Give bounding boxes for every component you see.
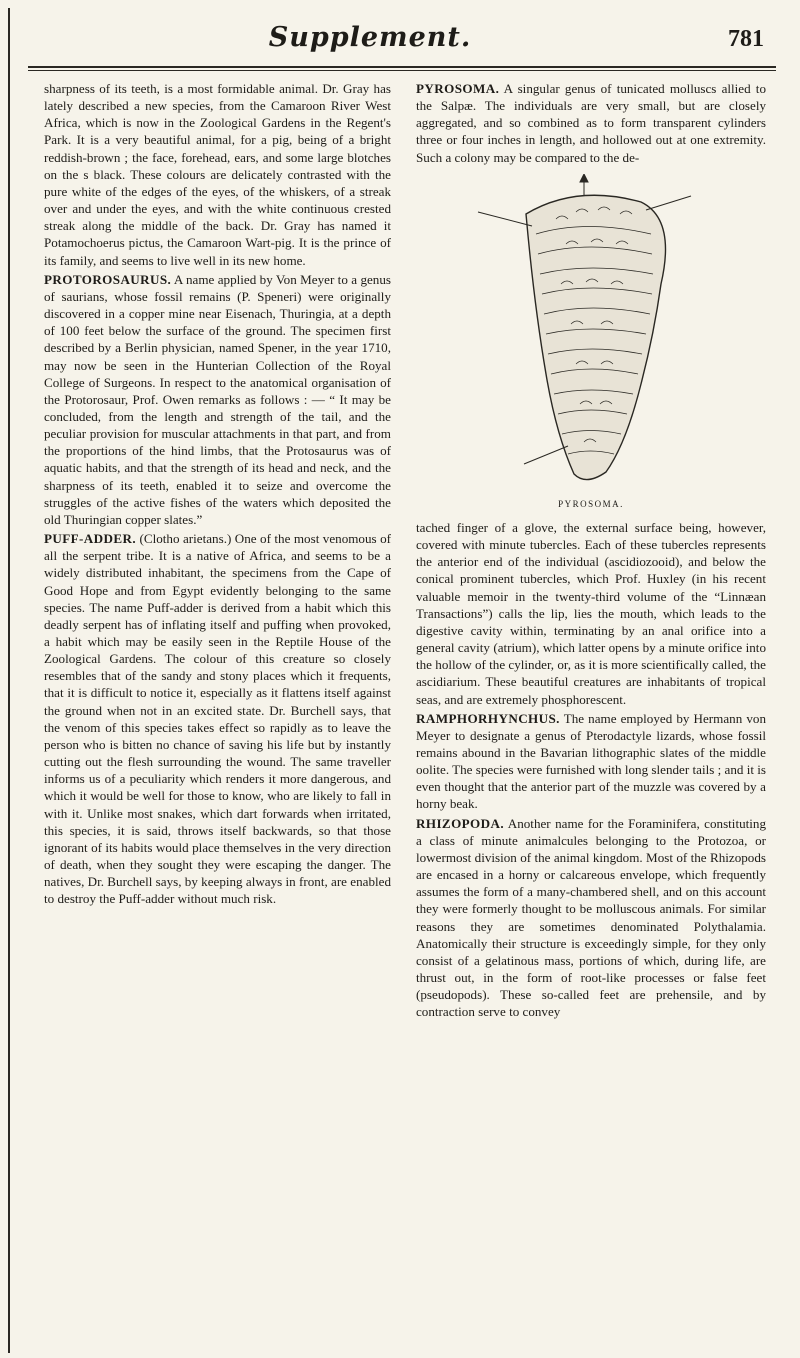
margin-rule (8, 8, 10, 1353)
entry-wart-pig (44, 80, 391, 269)
entry-text: The name employed by Hermann von Meyer to designate a genus of Pterodactyle lizards, whose fossil remains abound in the Bavarian lithographic slates of the middle oolite. The species were furnished with long slender tails ; and it is even thought that the anterior part of the muzzle was covered by a horny beak. (416, 710, 766, 812)
entry-puff-adder (44, 530, 391, 907)
entry-ramphorhynchus (416, 710, 766, 813)
header-rule (28, 66, 776, 68)
header-rule-thin (28, 70, 776, 71)
figure-pointer-left (478, 212, 532, 226)
figure-caption: PYROSOMA. (558, 498, 624, 509)
headword: RAMPHORHYNCHUS. (416, 710, 560, 726)
headword: RHIZOPODA. (416, 815, 505, 831)
figure-pointer-right (646, 196, 691, 210)
right-column (416, 80, 766, 1020)
entry-pyrosoma (416, 80, 766, 166)
entry-protorosaurus (44, 271, 391, 528)
entry-rhizopoda (416, 815, 766, 1021)
entry-text: tached finger of a glove, the external surface being, however, covered with minute tubercles. Each of these tubercles represents the anterior end of the individual (ascidiozooid), and below the conical prominent tubercles, which Prof. Huxley (in his recent valuable memoir in the twenty-third volume of the “Linnæan Transactions”) calls the lip, lies the mouth, which leads to the digestive cavity within, terminating by an anal orifice into a general cavity (atrium), which latter opens by a minute orifice into the hollow of the cylinder, or, as it is more scientifically called, the ascidiarium. These beautiful creatures are inhabitants of tropical seas, and are extremely phosphorescent. (416, 519, 766, 707)
headword: PYROSOMA. (416, 81, 500, 96)
figure-pointer-bottom (524, 446, 568, 464)
headword: PUFF-ADDER. (44, 531, 137, 547)
entry-pyrosoma-continued (416, 519, 766, 708)
running-header (30, 18, 790, 58)
page-number: 781 (728, 26, 764, 52)
running-title: Supplement. (268, 22, 472, 53)
entry-text: (Clotho arietans.) One of the most venomous of all the serpent tribe. It is a native of Africa, and seems to be a widely distributed inhabitant, the specimens from the Cape of Good Hope and from Egypt evidently belonging to the same species. The name Puff-adder is derived from a habit which this deadly serpent has of inflating itself and puffing when provoked, a habit which may be easily seen in the Reptile House of the Zoological Gardens. The colour of this creature so closely resembles that of the sandy and stony places which it frequents, that it is difficult to notice it, especially as it flattens itself against the ground when not in an excited state. Dr. Burchell says, that the venom of this species takes effect so rapidly as to leave the person who is bitten no chance of saving his life but by instantly cutting out the flesh surrounding the wound. The same traveller informs us of a peculiarity which renders it more dangerous, and which it would be well for those to know, who are likely to fall in with it. Unlike most snakes, which dart forwards when irritated, this species, it is said, throws itself backwards, so that those ignorant of its habits would place themselves in the very direction of death, when they sought they were escaping the danger. The natives, Dr. Burchell says, by keeping always in front, are enabled to destroy the Puff-adder without much risk. (44, 531, 391, 907)
pyrosoma-illustration (476, 174, 706, 492)
figure-pointer-arrow (580, 174, 588, 182)
entry-text: sharpness of its teeth, is a most formidable animal. Dr. Gray has lately described a new species, from the Camaroon River West Africa, which is now in the Zoological Gardens in the Regent's Park. It is a very beautiful animal, for a pig, being of a bright reddish-brown ; the face, forehead, ears, and some large blotches on the s black. These colours are delicately contrasted with the pure white of the edges of the eyes, of the whiskers, of a streak over and under the eyes, and with the white continuous crested streak along the middle of the back. Dr. Gray has named it Potamochoerus pictus, the Camaroon Wart-pig. It is the prince of its family, and seems to live well in its new home. (44, 81, 391, 268)
entry-text: A name applied by Von Meyer to a genus of saurians, whose fossil remains (P. Speneri) were originally discovered in a copper mine near Eisenach, Thuringia, at a depth of 100 feet below the surface of the ground. The specimen first described by a Berlin physician, named Spener, in the year 1710, may now be seen in the Hunterian Collection of the Royal College of Surgeons. In respect to the anatomical organisation of the Protorosaur, Prof. Owen remarks as follows : — “ It may be concluded, from the length and strength of the tail, and the peculiar provision for muscular attachments in that part, and from the proportions of the hind limbs, that the Protosaurus was of aquatic habits, and that the strength of its head and neck, and the sharpness of its teeth, enabled it to seize and overcome the struggles of the active fishes of the waters which deposited the old Thuringian copper slates.” (44, 271, 391, 527)
entry-text: Another name for the Foraminifera, constituting a class of minute animalcules belonging to the Protozoa, or lowermost division of the animal kingdom. Most of the Rhizopods are encased in a horny or calcareous envelope, which frequently assumes the form of a many-chambered shell, and on this account they were formerly thought to be molluscous animals. For similar reasons they are sometimes denominated Polythalamia. Anatomically their structure is exceedingly simple, for they only consist of a gelatinous mass, portions of which, during life, are thrust out, in the form of root-like processes or false feet (pseudopods). These so-called feet are prehensile, and by contraction serve to convey (416, 815, 766, 1020)
headword: PROTOROSAURUS. (44, 271, 172, 287)
entry-text: A singular genus of tunicated molluscs allied to the Salpæ. The individuals are very small, but are closely aggregated, and so combined as to form transparent cylinders three or four inches in length, and hollowed out at one extremity. Such a colony may be compared to the de- (416, 81, 766, 165)
left-column (44, 80, 391, 908)
